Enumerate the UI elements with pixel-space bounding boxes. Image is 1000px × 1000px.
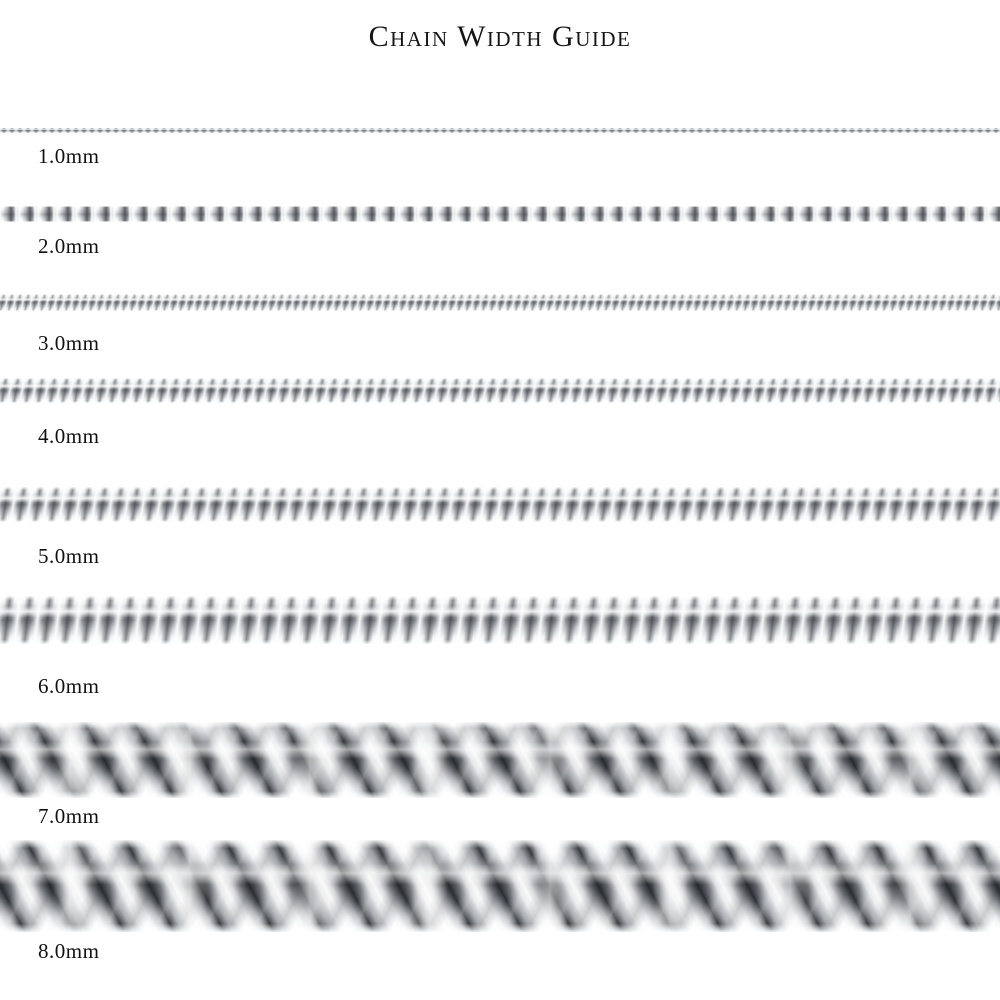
chain-link-pattern bbox=[0, 128, 1000, 133]
chain-link-pattern bbox=[0, 294, 1000, 311]
chain-label-7: 7.0mm bbox=[38, 804, 100, 828]
chain-sample-7.0mm bbox=[0, 722, 1000, 798]
chain-sample-8.0mm bbox=[0, 840, 1000, 932]
chain-rope-highlight bbox=[0, 840, 1000, 932]
chain-link-pattern bbox=[0, 596, 1000, 644]
chain-sample-2.0mm bbox=[0, 206, 1000, 222]
chain-label-8: 8.0mm bbox=[38, 939, 100, 963]
chain-link-highlight bbox=[0, 206, 1000, 222]
chain-label-1: 1.0mm bbox=[38, 144, 100, 168]
chain-label-5: 5.0mm bbox=[38, 544, 100, 568]
chain-link-pattern bbox=[0, 378, 1000, 403]
chain-label-4: 4.0mm bbox=[38, 424, 100, 448]
chain-sample-6.0mm bbox=[0, 596, 1000, 644]
chain-sample-1.0mm bbox=[0, 128, 1000, 133]
chain-label-3: 3.0mm bbox=[38, 331, 100, 355]
chain-sample-3.0mm bbox=[0, 294, 1000, 311]
chain-sample-5.0mm bbox=[0, 487, 1000, 522]
page-title: Chain Width Guide bbox=[368, 20, 632, 53]
chain-sample-4.0mm bbox=[0, 378, 1000, 403]
chain-label-6: 6.0mm bbox=[38, 674, 100, 698]
chain-link-pattern bbox=[0, 487, 1000, 522]
chain-label-2: 2.0mm bbox=[38, 234, 100, 258]
chain-rope-highlight bbox=[0, 722, 1000, 798]
